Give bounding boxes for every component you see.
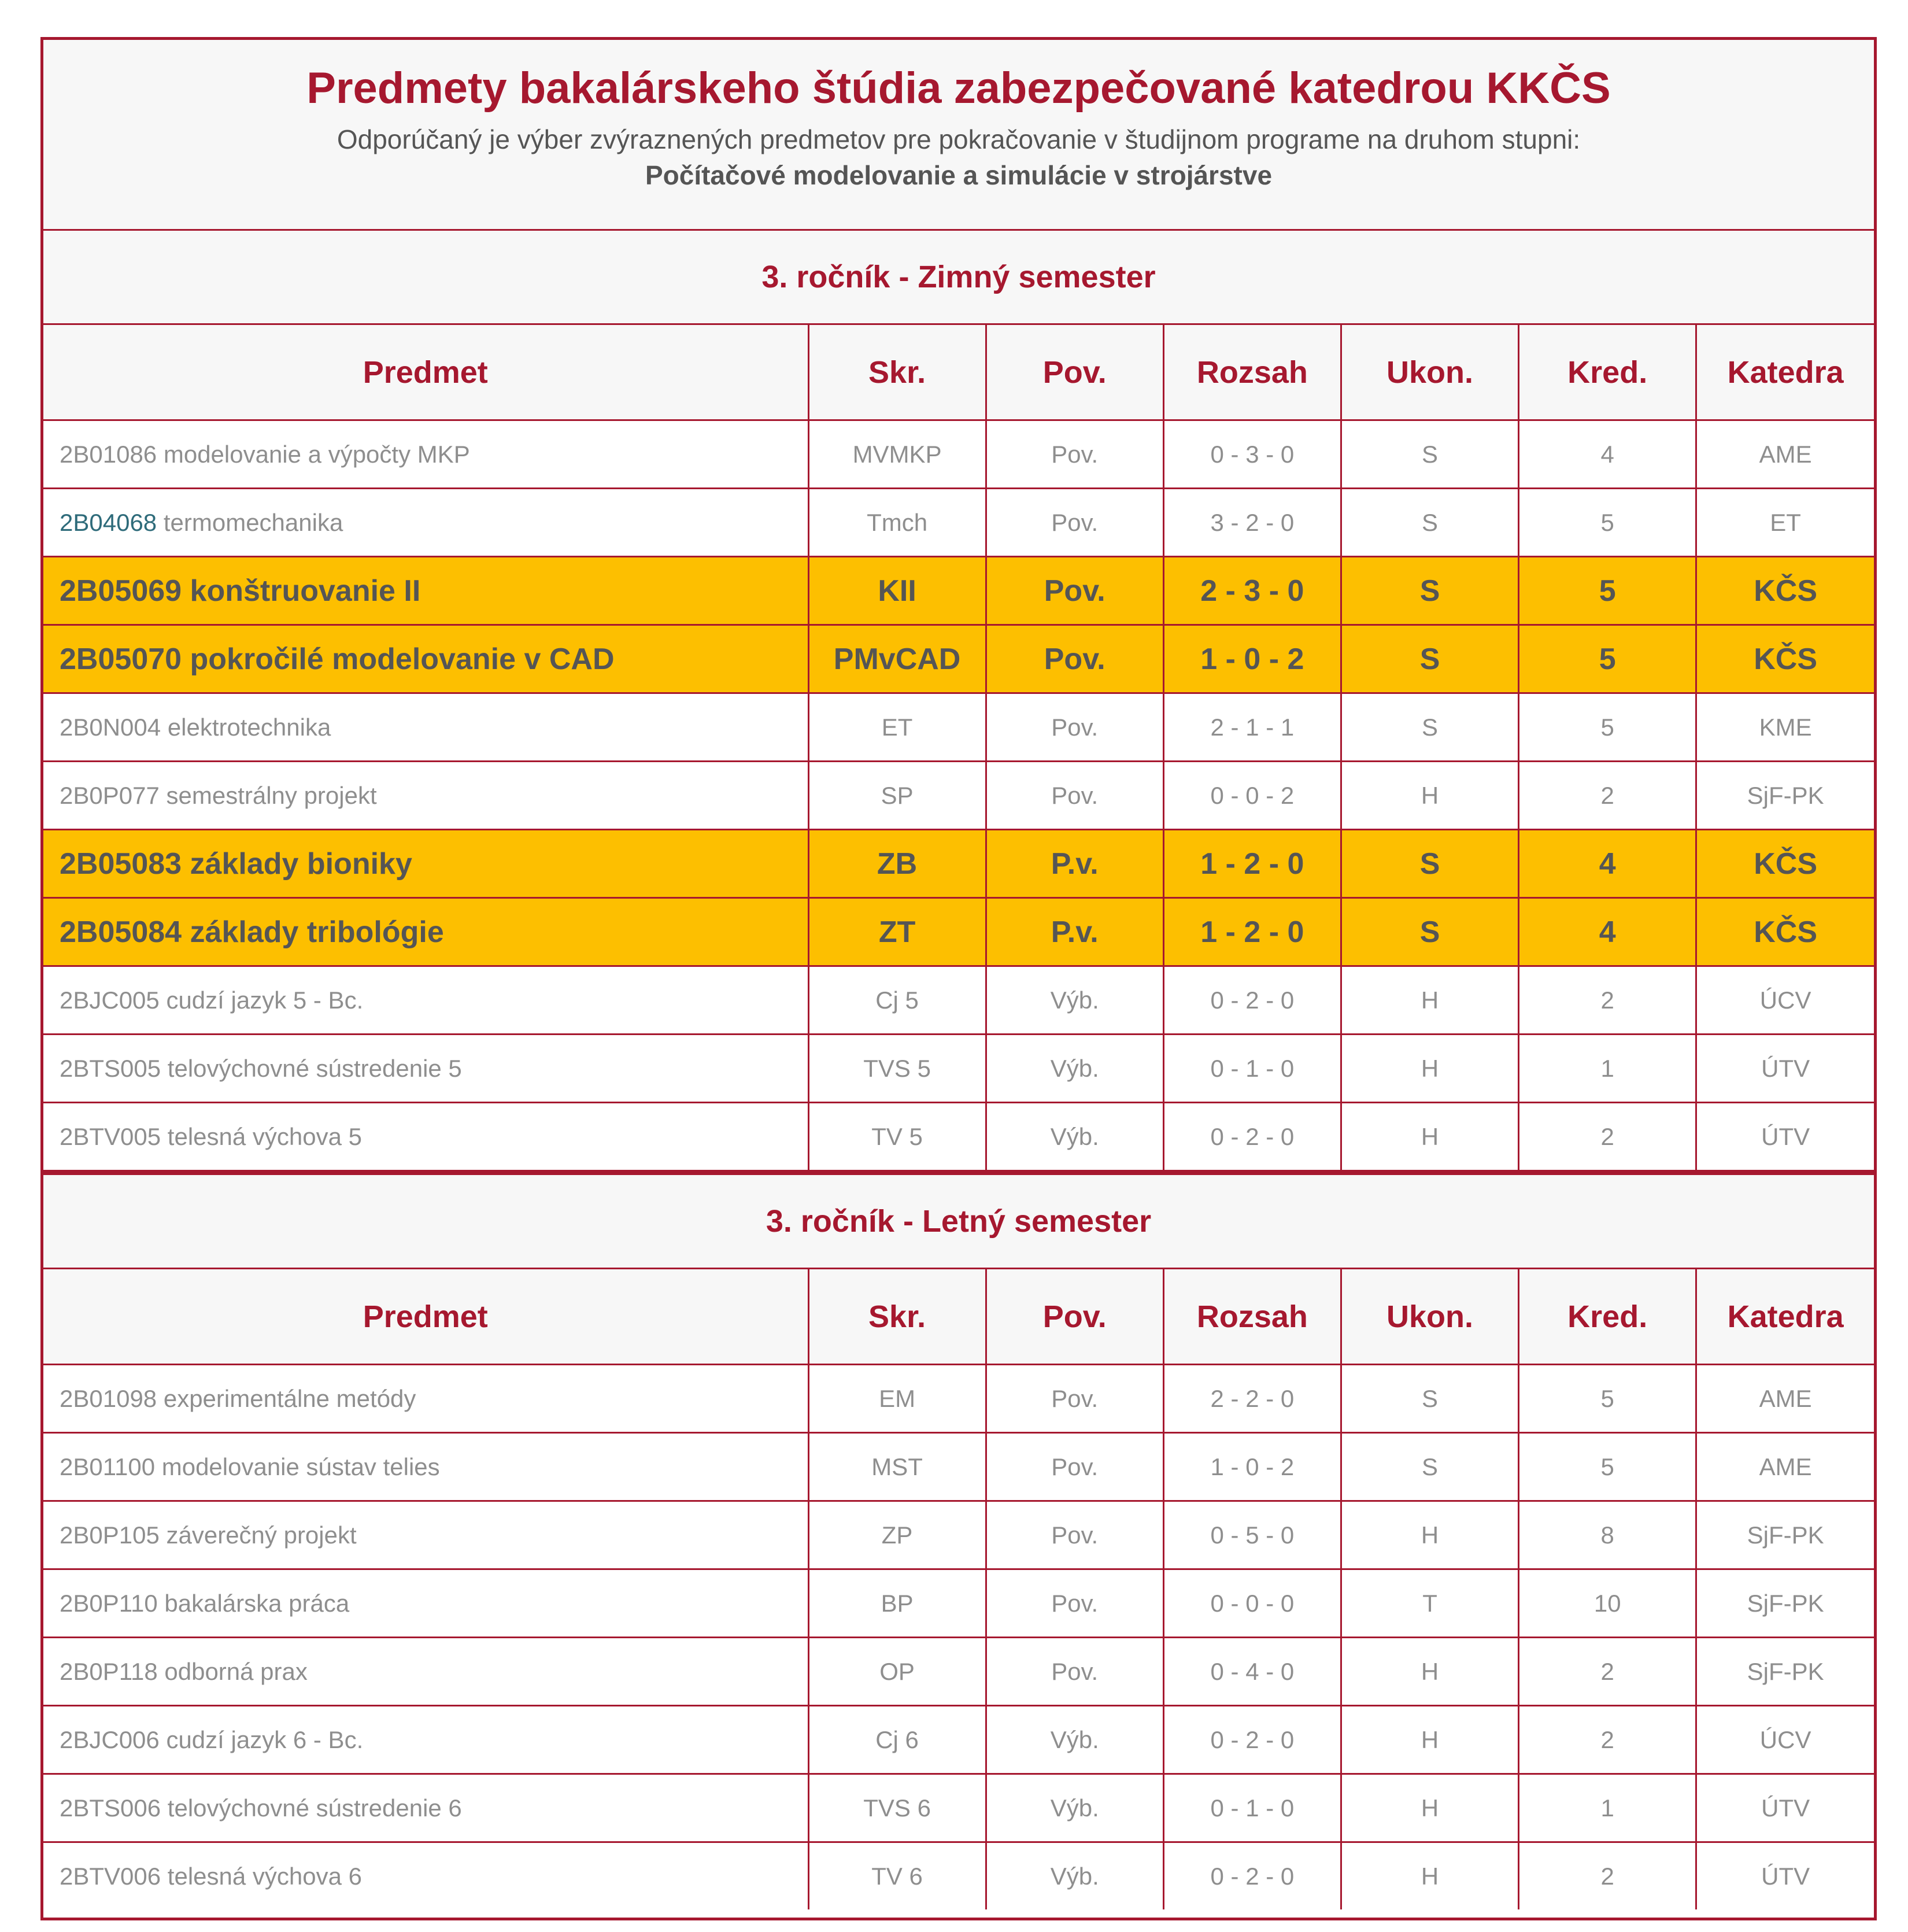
column-header: Skr. — [808, 1269, 986, 1365]
credits-cell: 5 — [1519, 489, 1696, 557]
course-cell — [43, 1842, 808, 1910]
course-name: modelovanie a výpočty MKP — [163, 440, 470, 468]
table-header-row — [43, 1269, 1874, 1365]
course-code-link[interactable]: 2B04068 — [60, 508, 157, 536]
course-name: základy tribológie — [190, 915, 444, 949]
table-row — [43, 625, 1874, 693]
abbreviation-cell: Cj 6 — [808, 1706, 986, 1774]
completion-cell: H — [1341, 1638, 1518, 1706]
completion-cell: S — [1341, 489, 1518, 557]
range-cell: 0 - 3 - 0 — [1163, 420, 1341, 489]
abbreviation-cell: BP — [808, 1569, 986, 1638]
abbreviation-cell: ZP — [808, 1501, 986, 1569]
page-subtitle: Odporúčaný je výber zvýraznených predmetov pre pokračovanie v študijnom programe na druhom stupni: — [337, 124, 1581, 154]
table-row — [43, 1842, 1874, 1910]
course-code: 2B0P105 — [60, 1521, 160, 1549]
department-cell: SjF-PK — [1696, 1569, 1874, 1638]
course-cell — [43, 1501, 808, 1569]
range-cell: 0 - 2 - 0 — [1163, 1706, 1341, 1774]
completion-cell: H — [1341, 762, 1518, 830]
column-header: Kred. — [1519, 325, 1696, 420]
abbreviation-cell: ZB — [808, 830, 986, 898]
course-cell — [43, 1774, 808, 1842]
range-cell: 2 - 1 - 1 — [1163, 693, 1341, 762]
range-cell: 0 - 2 - 0 — [1163, 966, 1341, 1035]
table-row — [43, 1706, 1874, 1774]
course-name: pokročilé modelovanie v CAD — [190, 642, 615, 676]
department-cell: AME — [1696, 420, 1874, 489]
semester-heading: 3. ročník - Zimný semester — [43, 231, 1874, 325]
course-name: telesná výchova 5 — [167, 1122, 363, 1150]
completion-cell: H — [1341, 1103, 1518, 1171]
column-header: Predmet — [43, 325, 808, 420]
table-row — [43, 1103, 1874, 1171]
completion-cell: S — [1341, 1365, 1518, 1433]
column-header: Kred. — [1519, 1269, 1696, 1365]
course-cell — [43, 693, 808, 762]
column-header: Pov. — [986, 325, 1163, 420]
column-header: Skr. — [808, 325, 986, 420]
course-cell — [43, 1433, 808, 1501]
page-title: Predmety bakalárskeho štúdia zabezpečované katedrou KKČS — [306, 64, 1611, 113]
department-cell: ÚCV — [1696, 1706, 1874, 1774]
department-cell: ÚTV — [1696, 1103, 1874, 1171]
table-row — [43, 489, 1874, 557]
department-cell: ÚCV — [1696, 966, 1874, 1035]
credits-cell: 2 — [1519, 1842, 1696, 1910]
department-cell: ÚTV — [1696, 1774, 1874, 1842]
range-cell: 0 - 2 - 0 — [1163, 1103, 1341, 1171]
course-cell — [43, 762, 808, 830]
course-code: 2BTS005 — [60, 1054, 161, 1082]
course-code: 2BJC005 — [60, 986, 160, 1014]
completion-cell: H — [1341, 1706, 1518, 1774]
course-code: 2B01086 — [60, 440, 157, 468]
course-name: konštruovanie II — [190, 574, 421, 608]
abbreviation-cell: MST — [808, 1433, 986, 1501]
range-cell: 0 - 0 - 0 — [1163, 1569, 1341, 1638]
course-name: telovýchovné sústredenie 5 — [167, 1054, 462, 1082]
completion-cell: S — [1341, 830, 1518, 898]
type-cell: P.v. — [986, 830, 1163, 898]
abbreviation-cell: TV 6 — [808, 1842, 986, 1910]
completion-cell: H — [1341, 966, 1518, 1035]
course-name: modelovanie sústav telies — [161, 1453, 440, 1480]
table-row — [43, 762, 1874, 830]
course-code: 2B0N004 — [60, 713, 161, 741]
course-cell — [43, 1569, 808, 1638]
table-row — [43, 1433, 1874, 1501]
credits-cell: 4 — [1519, 898, 1696, 966]
type-cell: Výb. — [986, 1706, 1163, 1774]
course-cell — [43, 420, 808, 489]
credits-cell: 2 — [1519, 1638, 1696, 1706]
department-cell: AME — [1696, 1433, 1874, 1501]
table-row — [43, 1035, 1874, 1103]
column-header: Rozsah — [1163, 1269, 1341, 1365]
type-cell: Pov. — [986, 1638, 1163, 1706]
table-row — [43, 693, 1874, 762]
course-name: záverečný projekt — [166, 1521, 357, 1549]
course-name: telovýchovné sústredenie 6 — [167, 1794, 462, 1822]
type-cell: Pov. — [986, 420, 1163, 489]
credits-cell: 4 — [1519, 830, 1696, 898]
range-cell: 0 - 2 - 0 — [1163, 1842, 1341, 1910]
semester-tables — [43, 231, 1874, 1909]
credits-cell: 2 — [1519, 1706, 1696, 1774]
course-code: 2B0P110 — [60, 1589, 158, 1617]
type-cell: Pov. — [986, 1433, 1163, 1501]
course-cell — [43, 966, 808, 1035]
table-row — [43, 557, 1874, 625]
range-cell: 1 - 0 - 2 — [1163, 1433, 1341, 1501]
course-name: telesná výchova 6 — [167, 1862, 363, 1890]
table-row — [43, 420, 1874, 489]
abbreviation-cell: ET — [808, 693, 986, 762]
credits-cell: 8 — [1519, 1501, 1696, 1569]
completion-cell: T — [1341, 1569, 1518, 1638]
abbreviation-cell: EM — [808, 1365, 986, 1433]
range-cell: 0 - 1 - 0 — [1163, 1774, 1341, 1842]
credits-cell: 2 — [1519, 966, 1696, 1035]
course-name: termomechanika — [163, 508, 343, 536]
department-cell: KČS — [1696, 898, 1874, 966]
department-cell: SjF-PK — [1696, 1501, 1874, 1569]
type-cell: Pov. — [986, 557, 1163, 625]
course-code: 2BTS006 — [60, 1794, 161, 1822]
course-cell — [43, 1638, 808, 1706]
semester-heading: 3. ročník - Letný semester — [43, 1172, 1874, 1269]
course-code: 2B01098 — [60, 1384, 157, 1412]
table-row — [43, 1365, 1874, 1433]
table-row — [43, 830, 1874, 898]
course-code: 2B05084 — [60, 915, 182, 949]
credits-cell: 5 — [1519, 693, 1696, 762]
course-cell — [43, 830, 808, 898]
column-header: Katedra — [1696, 1269, 1874, 1365]
course-code: 2BJC006 — [60, 1726, 160, 1753]
credits-cell: 1 — [1519, 1774, 1696, 1842]
course-code: 2B05070 — [60, 642, 182, 676]
range-cell: 0 - 0 - 2 — [1163, 762, 1341, 830]
course-name: cudzí jazyk 6 - Bc. — [166, 1726, 364, 1753]
completion-cell: S — [1341, 420, 1518, 489]
abbreviation-cell: ZT — [808, 898, 986, 966]
range-cell: 1 - 2 - 0 — [1163, 830, 1341, 898]
completion-cell: H — [1341, 1501, 1518, 1569]
courses-table — [43, 325, 1874, 1172]
column-header: Rozsah — [1163, 325, 1341, 420]
course-cell — [43, 1365, 808, 1433]
department-cell: SjF-PK — [1696, 762, 1874, 830]
credits-cell: 5 — [1519, 625, 1696, 693]
course-cell — [43, 557, 808, 625]
table-row — [43, 898, 1874, 966]
program-name: Počítačové modelovanie a simulácie v strojárstve — [645, 160, 1273, 190]
table-header-row — [43, 325, 1874, 420]
department-cell: KČS — [1696, 625, 1874, 693]
course-cell — [43, 1103, 808, 1171]
department-cell: ET — [1696, 489, 1874, 557]
credits-cell: 10 — [1519, 1569, 1696, 1638]
type-cell: Výb. — [986, 1103, 1163, 1171]
courses-panel — [40, 37, 1877, 1920]
course-code: 2B05069 — [60, 574, 182, 608]
course-cell — [43, 898, 808, 966]
abbreviation-cell: MVMKP — [808, 420, 986, 489]
completion-cell: S — [1341, 557, 1518, 625]
column-header: Predmet — [43, 1269, 808, 1365]
course-code: 2B05083 — [60, 847, 182, 881]
course-name: experimentálne metódy — [163, 1384, 416, 1412]
abbreviation-cell: Tmch — [808, 489, 986, 557]
column-header: Ukon. — [1341, 325, 1518, 420]
department-cell: ÚTV — [1761, 1862, 1810, 1890]
abbreviation-cell: KII — [808, 557, 986, 625]
credits-cell: 1 — [1519, 1035, 1696, 1103]
type-cell: P.v. — [986, 898, 1163, 966]
completion-cell: S — [1341, 1433, 1518, 1501]
credits-cell: 5 — [1519, 1365, 1696, 1433]
title-section — [43, 40, 1874, 231]
course-code: 2BTV006 — [60, 1862, 161, 1890]
department-cell: KME — [1696, 693, 1874, 762]
completion-cell: S — [1341, 898, 1518, 966]
column-header: Pov. — [986, 1269, 1163, 1365]
course-name: odborná prax — [164, 1657, 308, 1685]
range-cell: 1 - 0 - 2 — [1163, 625, 1341, 693]
course-code: 2BTV005 — [60, 1122, 161, 1150]
course-name: semestrálny projekt — [166, 781, 377, 809]
type-cell: Výb. — [986, 1842, 1163, 1910]
abbreviation-cell: Cj 5 — [808, 966, 986, 1035]
completion-cell: S — [1341, 693, 1518, 762]
course-name: cudzí jazyk 5 - Bc. — [166, 986, 364, 1014]
course-cell — [43, 1706, 808, 1774]
type-cell: Pov. — [986, 1569, 1163, 1638]
range-cell: 3 - 2 - 0 — [1163, 489, 1341, 557]
credits-cell: 2 — [1519, 1103, 1696, 1171]
type-cell: Pov. — [986, 762, 1163, 830]
table-row — [43, 1569, 1874, 1638]
type-cell: Pov. — [986, 489, 1163, 557]
range-cell: 0 - 1 - 0 — [1163, 1035, 1341, 1103]
course-cell — [43, 489, 808, 557]
department-cell: KČS — [1696, 557, 1874, 625]
completion-cell: H — [1341, 1035, 1518, 1103]
course-code: 2B0P077 — [60, 781, 160, 809]
range-cell: 0 - 5 - 0 — [1163, 1501, 1341, 1569]
completion-cell: S — [1341, 625, 1518, 693]
completion-cell: H — [1341, 1774, 1518, 1842]
type-cell: Výb. — [986, 1035, 1163, 1103]
range-cell: 2 - 3 - 0 — [1163, 557, 1341, 625]
department-cell: KČS — [1696, 830, 1874, 898]
abbreviation-cell: SP — [808, 762, 986, 830]
abbreviation-cell: TVS 6 — [808, 1774, 986, 1842]
type-cell: Pov. — [986, 693, 1163, 762]
column-header: Katedra — [1696, 325, 1874, 420]
department-cell: SjF-PK — [1696, 1638, 1874, 1706]
credits-cell: 2 — [1519, 762, 1696, 830]
course-code: 2B0P118 — [60, 1657, 158, 1685]
type-cell: Pov. — [986, 1501, 1163, 1569]
credits-cell: 5 — [1519, 1433, 1696, 1501]
type-cell: Výb. — [986, 1774, 1163, 1842]
course-name: základy bioniky — [190, 847, 412, 881]
abbreviation-cell: OP — [808, 1638, 986, 1706]
credits-cell: 4 — [1519, 420, 1696, 489]
table-row — [43, 1501, 1874, 1569]
abbreviation-cell: PMvCAD — [808, 625, 986, 693]
table-row — [43, 966, 1874, 1035]
type-cell: Výb. — [986, 966, 1163, 1035]
abbreviation-cell: TVS 5 — [808, 1035, 986, 1103]
range-cell: 0 - 4 - 0 — [1163, 1638, 1341, 1706]
course-cell — [43, 1035, 808, 1103]
column-header: Ukon. — [1341, 1269, 1518, 1365]
course-cell — [43, 625, 808, 693]
abbreviation-cell: TV 5 — [808, 1103, 986, 1171]
course-code: 2B01100 — [60, 1453, 156, 1480]
type-cell: Pov. — [986, 1365, 1163, 1433]
completion-cell: H — [1341, 1842, 1518, 1910]
type-cell: Pov. — [986, 625, 1163, 693]
department-cell: AME — [1696, 1365, 1874, 1433]
range-cell: 1 - 2 - 0 — [1163, 898, 1341, 966]
table-row — [43, 1638, 1874, 1706]
courses-table — [43, 1269, 1874, 1909]
course-name: bakalárska práca — [164, 1589, 350, 1617]
range-cell: 2 - 2 - 0 — [1163, 1365, 1341, 1433]
course-name: elektrotechnika — [167, 713, 331, 741]
table-row — [43, 1774, 1874, 1842]
credits-cell: 5 — [1519, 557, 1696, 625]
department-cell: ÚTV — [1696, 1035, 1874, 1103]
